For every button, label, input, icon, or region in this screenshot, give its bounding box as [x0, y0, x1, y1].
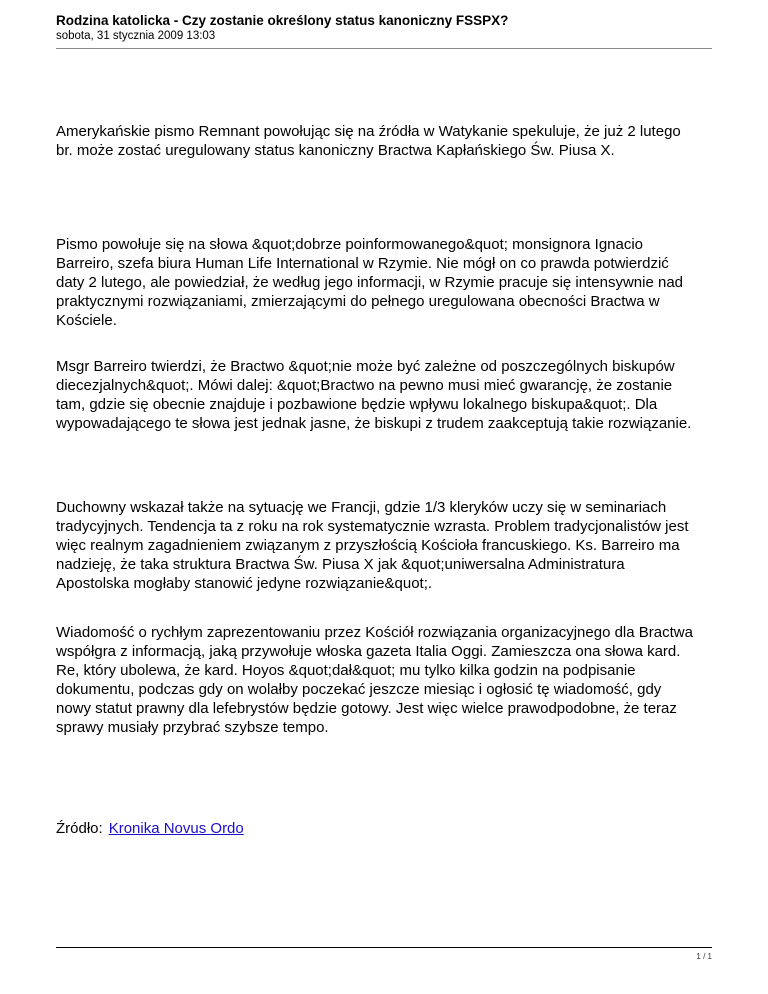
article-paragraph: Amerykańskie pismo Remnant powołując się na źródła w Watykanie spekuluje, że już 2 lutego br. może zostać uregulowany status kanoniczny Bractwa Kapłańskiego Św. Piusa X.: [56, 123, 681, 159]
page-number: 1 / 1: [696, 952, 712, 961]
article-paragraph: Pismo powołuje się na słowa &quot;dobrze poinformowanego&quot; monsignora Ignacio Barreiro, szefa biura Human Life International w Rzymie. Nie mógł on co prawda potwierdzić daty 2 lutego, ale powiedział, że według jego informacji, w Rzymie pracuje się intensywnie nad praktycznymi rozwiązaniami, zmierzającymi do pełnego uregulowana obecności Bractwa w Kościele.: [56, 236, 683, 329]
page-title: Rodzina katolicka - Czy zostanie określony status kanoniczny FSSPX?: [56, 13, 509, 28]
publish-date: sobota, 31 stycznia 2009 13:03: [56, 30, 216, 42]
article-paragraph: Wiadomość o rychłym zaprezentowaniu przez Kościół rozwiązania organizacyjnego dla Bractwa współgra z informacją, jaką przywołuje włoska gazeta Italia Oggi. Zamieszcza ona słowa kard. Re, który ubolewa, że kard. Hoyos &quot;dał&quot; mu tylko kilka godzin na podpisanie dokumentu, podczas gdy on wolałby poczekać jeszcze miesiąc i ogłosić tę wiadomość, gdy nowy statut prawny dla lefebrystów będzie gotowy. Jest więc wielce prawodpodobne, że teraz sprawy musiały przybrać szybsze tempo.: [56, 624, 693, 736]
source-line: [56, 800, 716, 838]
source-label: Źródło:: [56, 820, 103, 837]
source-link[interactable]: Kronika Novus Ordo: [108, 820, 244, 837]
page-header: [56, 12, 712, 44]
footer-divider: [56, 947, 712, 948]
header-divider: [56, 48, 712, 49]
article-paragraph: Msgr Barreiro twierdzi, że Bractwo &quot;nie może być zależne od poszczególnych biskupów diecezjalnych&quot;. Mówi dalej: &quot;Bractwo na pewno musi mieć gwarancję, że zostanie tam, gdzie się obecnie znajduje i pozbawione będzie wpływu lokalnego biskupa&quot;. Dla wypowadającego te słowa jest jednak jasne, że biskupi z trudem zaakceptują takie rozwiązanie.: [56, 358, 692, 432]
article-paragraph: Duchowny wskazał także na sytuację we Francji, gdzie 1/3 kleryków uczy się w seminariach tradycyjnych. Tendencja ta z roku na rok systematycznie wzrasta. Problem tradycjonalistów jest więc realnym zagadnieniem związanym z przyszłością Kościoła francuskiego. Ks. Barreiro ma nadzieję, że taka struktura Bractwa Św. Piusa X jak &quot;uniwersalna Administratura Apostolska mogłaby stanowić jedyne rozwiązanie&quot;.: [56, 499, 689, 592]
